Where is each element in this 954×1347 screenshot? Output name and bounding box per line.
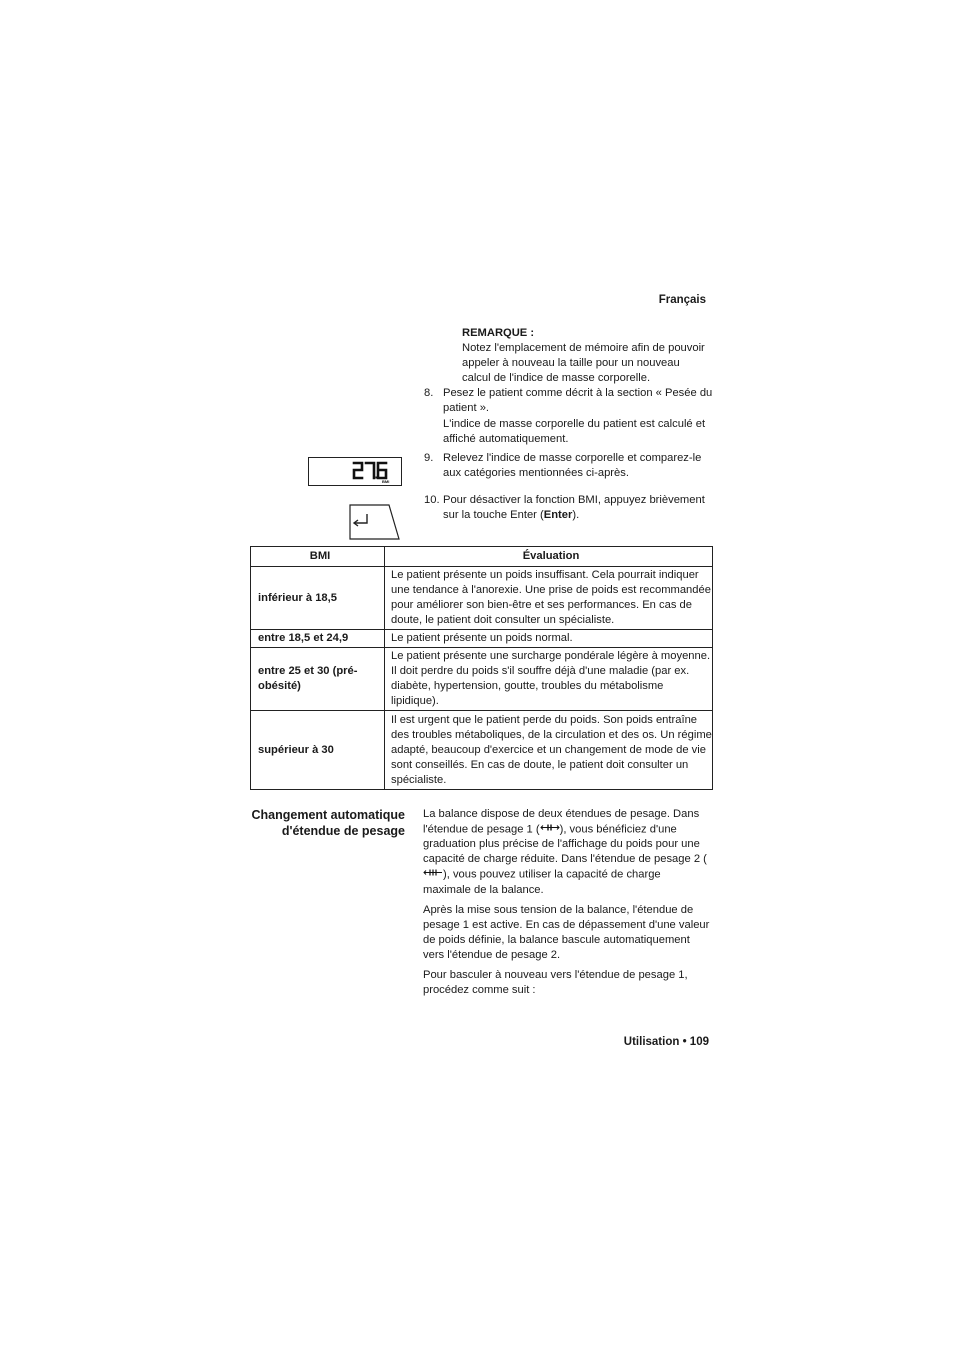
step-number: 8. (424, 387, 434, 399)
table-header-row (251, 547, 713, 567)
page-footer: Utilisation • 109 (623, 1036, 709, 1048)
lcd-display (308, 457, 402, 486)
bmi-evaluation: Le patient présente un poids normal. (385, 630, 713, 648)
table-row (251, 567, 713, 630)
enter-key-label: Enter (543, 509, 573, 521)
step-text: Relevez l'indice de masse corporelle et comparez-le aux catégories mentionnées ci-après. (443, 452, 702, 479)
table-row (251, 648, 713, 711)
step-text: Pour désactiver la fonction BMI, appuyez brièvement sur la touche Enter (Enter). (443, 494, 705, 521)
bmi-evaluation: Le patient présente un poids insuffisant. Cela pourrait indiquer une tendance à l'anorexie. Une prise de poids est recommandée pour améliorer son bien-être et ses performances. En cas de doute, le patient doit consulter un spécialiste. (385, 567, 713, 630)
step-text: Pesez le patient comme décrit à la section « Pesée du patient ». (443, 387, 713, 414)
bmi-evaluation: Le patient présente une surcharge pondérale légère à moyenne. Il doit perdre du poids s'il souffre déjà d'une maladie (par ex. diabète, hypertension, goutte, troubles du métabolisme lipidique). (385, 648, 713, 711)
section-paragraph: Pour basculer à nouveau vers l'étendue de pesage 1, procédez comme suit : (423, 968, 688, 996)
language-label: Français (658, 294, 706, 306)
bmi-category: entre 25 et 30 (pré-obésité) (251, 648, 385, 711)
section-heading: Changement automatique d'étendue de pesage (251, 808, 405, 838)
step-result-text: L'indice de masse corporelle du patient est calculé et affiché automatiquement. (443, 418, 706, 445)
section-paragraph: La balance dispose de deux étendues de pesage. Dans l'étendue de pesage 1 ( ), vous bénéficiez d'une graduation plus précise de l'affichage du poids pour une capacité de charge réduite. Dans l'étendue de pesage 2 (), vous pouvez utiliser la capacité de charge maximale de la balance. (423, 808, 707, 896)
section-body (423, 807, 711, 1003)
bmi-evaluation: Il est urgent que le patient perde du poids. Son poids entraîne des troubles métaboliques, de la circulation et des os. Un régime adapté, beaucoup d'exercice et un changement de mode de vie sont conseillés. En cas de doute, le patient doit consulter un spécialiste. (385, 711, 713, 790)
step-number: 9. (424, 452, 434, 464)
bmi-table (250, 546, 713, 790)
table-row (251, 630, 713, 648)
section-paragraph: Après la mise sous tension de la balance, l'étendue de pesage 1 est active. En cas de dépassement d'une valeur de poids définie, la balance bascule automatiquement vers l'étendue de pesage 2. (423, 903, 710, 961)
column-header: Évaluation (385, 547, 713, 567)
enter-key-icon (349, 504, 401, 540)
lcd-digits (309, 458, 400, 484)
bmi-category: inférieur à 18,5 (251, 567, 385, 630)
note-text: Notez l'emplacement de mémoire afin de pouvoir appeler à nouveau la taille pour un nouveau calcul de l'indice de masse corporelle. (462, 342, 705, 384)
bmi-category: supérieur à 30 (251, 711, 385, 790)
table-row (251, 711, 713, 790)
weighing-range-2-icon (423, 867, 443, 882)
step-number: 10. (424, 494, 440, 506)
note-title: REMARQUE : (462, 327, 535, 339)
column-header: BMI (251, 547, 385, 567)
lcd-unit: BMI (382, 479, 390, 484)
bmi-category: entre 18,5 et 24,9 (251, 630, 385, 648)
weighing-range-1-icon (540, 822, 560, 837)
